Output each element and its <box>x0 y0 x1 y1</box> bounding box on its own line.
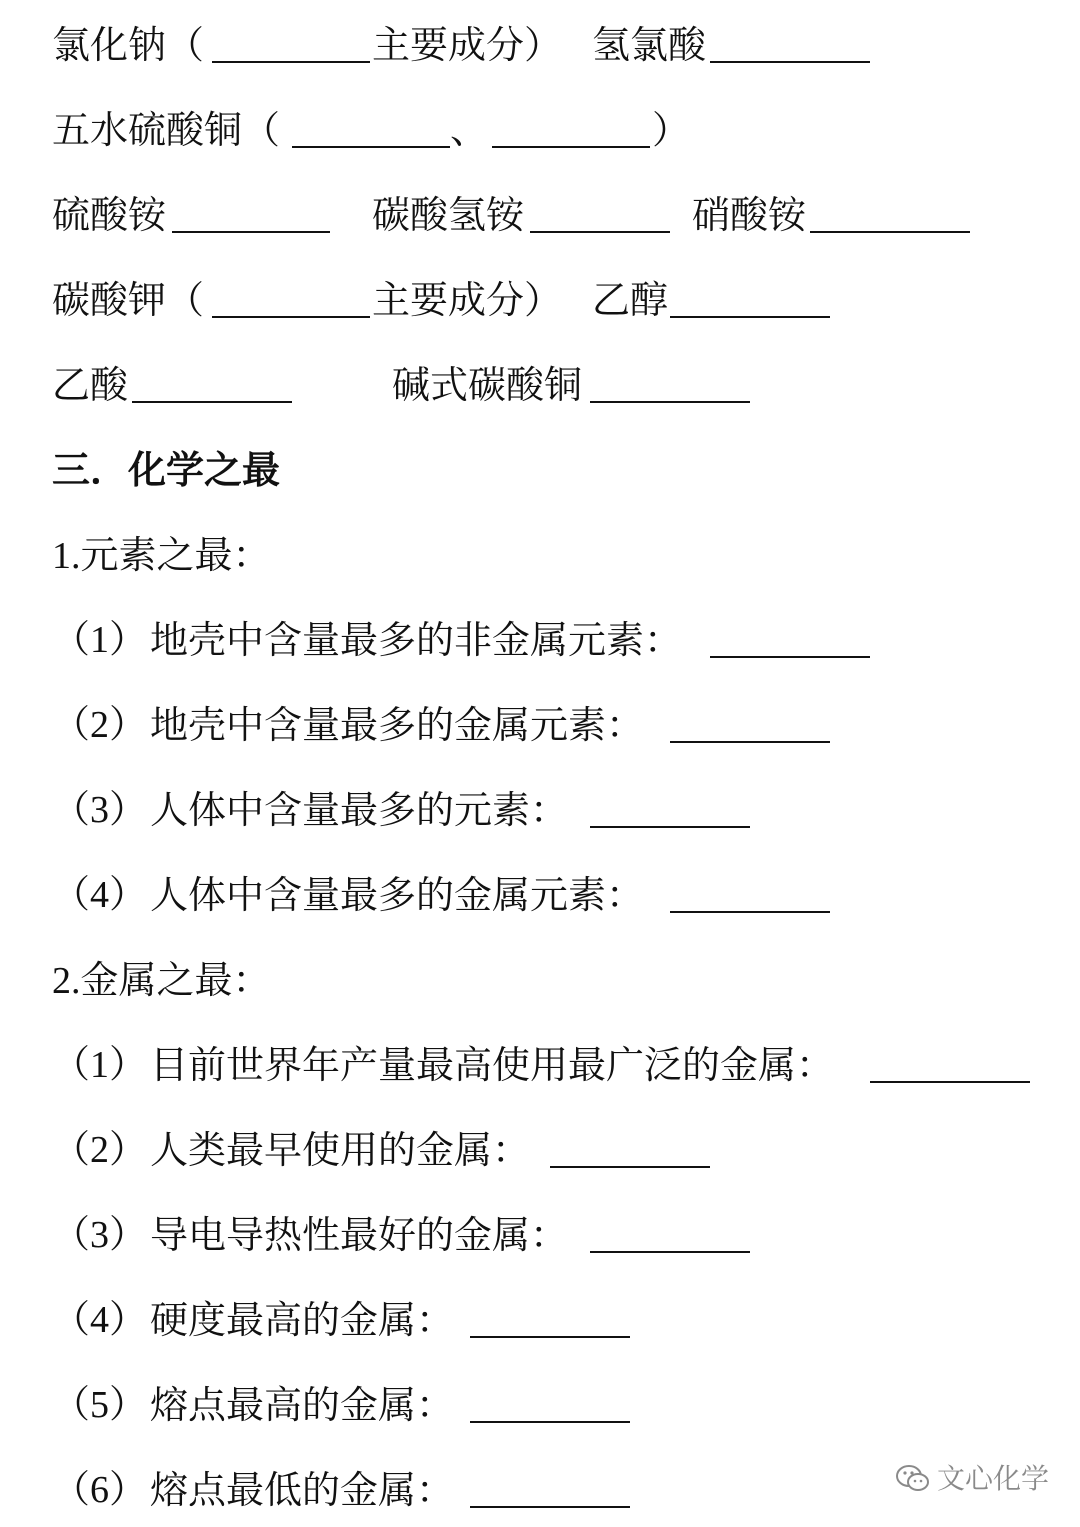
subsection-number: 2. <box>52 960 81 1002</box>
question-number: （1） <box>52 619 148 661</box>
answer-blank[interactable] <box>470 1336 630 1338</box>
question-number: （3） <box>52 789 148 831</box>
close-paren: ） <box>652 108 691 152</box>
question-number: （4） <box>52 874 148 916</box>
answer-blank[interactable] <box>670 316 830 318</box>
subsection-title-metals <box>52 950 271 1010</box>
question-row <box>0 1035 1080 1095</box>
compound-row-5 <box>0 355 1080 415</box>
compound-label: 碳酸氢铵 <box>372 193 525 237</box>
question-text: 导电导热性最好的金属： <box>150 1213 569 1257</box>
answer-blank[interactable] <box>710 61 870 63</box>
separator: 、 <box>450 108 489 152</box>
answer-blank[interactable] <box>172 231 330 233</box>
subsection-title-elements <box>52 525 271 585</box>
compound-label: 氢氯酸 <box>592 23 707 67</box>
question-number: （2） <box>52 704 148 746</box>
question-text: 地壳中含量最多的金属元素： <box>150 703 645 747</box>
compound-row-1 <box>0 15 1080 75</box>
compound-label: 五水硫酸铜（ <box>52 108 281 152</box>
question-text: 目前世界年产量最高使用最广泛的金属： <box>150 1043 835 1087</box>
compound-row-3 <box>0 185 1080 245</box>
question-row <box>0 1205 1080 1265</box>
answer-blank[interactable] <box>870 1081 1030 1083</box>
compound-label: 硫酸铵 <box>52 193 167 237</box>
question-number: （5） <box>52 1384 148 1426</box>
question-row <box>0 780 1080 840</box>
compound-row-4 <box>0 270 1080 330</box>
question-row <box>0 610 1080 670</box>
question-row <box>0 1290 1080 1350</box>
answer-blank[interactable] <box>590 1251 750 1253</box>
question-text: 地壳中含量最多的非金属元素： <box>150 618 683 662</box>
watermark-text: 文心化学 <box>937 1462 1050 1495</box>
question-text: 人体中含量最多的金属元素： <box>150 873 645 917</box>
question-text: 熔点最高的金属： <box>150 1383 455 1427</box>
question-text: 人类最早使用的金属： <box>150 1128 531 1172</box>
answer-blank[interactable] <box>212 316 370 318</box>
answer-blank[interactable] <box>590 826 750 828</box>
compound-label: 氯化钠（ <box>52 23 205 67</box>
question-number: （3） <box>52 1214 148 1256</box>
compound-label: 主要成分） <box>372 278 563 322</box>
answer-blank[interactable] <box>132 401 292 403</box>
answer-blank[interactable] <box>492 146 650 148</box>
section-title: 三．化学之最 <box>52 448 281 492</box>
question-row <box>0 695 1080 755</box>
compound-label: 主要成分） <box>372 23 563 67</box>
answer-blank[interactable] <box>550 1166 710 1168</box>
answer-blank[interactable] <box>670 911 830 913</box>
answer-blank[interactable] <box>590 401 750 403</box>
question-number: （1） <box>52 1044 148 1086</box>
subsection-label: 元素之最： <box>80 533 271 577</box>
answer-blank[interactable] <box>212 61 370 63</box>
answer-blank[interactable] <box>810 231 970 233</box>
answer-blank[interactable] <box>292 146 450 148</box>
compound-label: 硝酸铵 <box>692 193 807 237</box>
answer-blank[interactable] <box>470 1506 630 1508</box>
question-row <box>0 1375 1080 1435</box>
answer-blank[interactable] <box>530 231 670 233</box>
answer-blank[interactable] <box>710 656 870 658</box>
question-text: 人体中含量最多的元素： <box>150 788 569 832</box>
compound-label: 碱式碳酸铜 <box>392 363 583 407</box>
subsection-number: 1. <box>52 535 81 577</box>
question-row <box>0 1120 1080 1180</box>
question-number: （4） <box>52 1299 148 1341</box>
question-text: 熔点最低的金属： <box>150 1468 455 1512</box>
question-text: 硬度最高的金属： <box>150 1298 455 1342</box>
section-heading <box>52 440 280 500</box>
answer-blank[interactable] <box>670 741 830 743</box>
question-row <box>0 865 1080 925</box>
compound-label: 乙酸 <box>52 363 129 407</box>
compound-row-2 <box>0 100 1080 160</box>
wechat-icon <box>895 1463 931 1495</box>
compound-label: 乙醇 <box>592 278 669 322</box>
compound-label: 碳酸钾（ <box>52 278 205 322</box>
subsection-label: 金属之最： <box>80 958 271 1002</box>
question-number: （6） <box>52 1469 148 1511</box>
answer-blank[interactable] <box>470 1421 630 1423</box>
question-number: （2） <box>52 1129 148 1171</box>
